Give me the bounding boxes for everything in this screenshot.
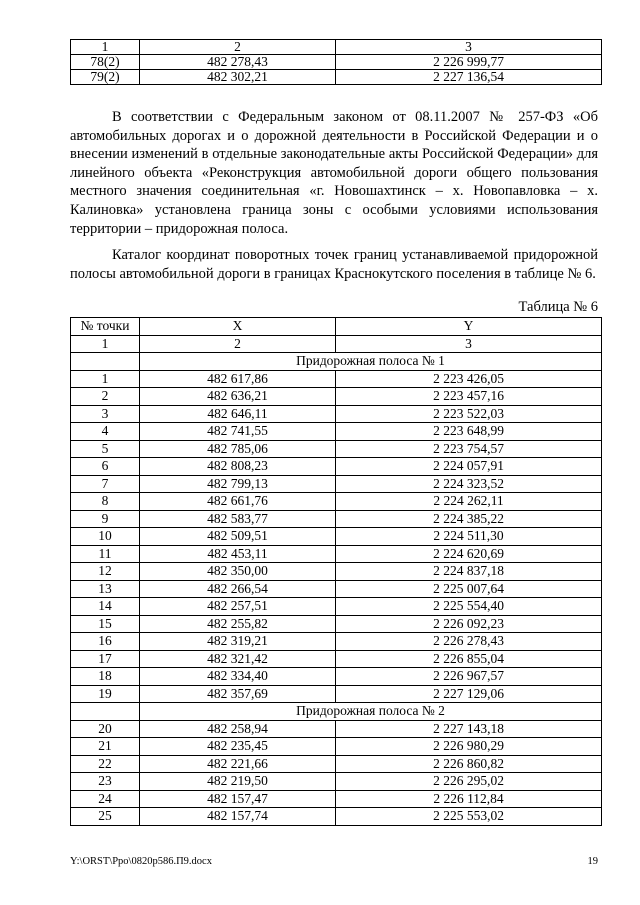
table-cell: 482 799,13 [140, 475, 336, 493]
table-row [71, 70, 602, 85]
column-header-point: № точки [71, 318, 140, 336]
table-cell: 10 [71, 528, 140, 546]
column-numbering-row [71, 335, 602, 353]
table-cell: 482 808,23 [140, 458, 336, 476]
table-cell: 18 [71, 668, 140, 686]
table-cell: 2 224 385,22 [336, 510, 602, 528]
table-cell: 482 661,76 [140, 493, 336, 511]
table-cell: 78(2) [71, 55, 140, 70]
table-cell: 482 221,66 [140, 755, 336, 773]
table-cell: 482 646,11 [140, 405, 336, 423]
table-cell: 13 [71, 580, 140, 598]
table-cell: 2 224 323,52 [336, 475, 602, 493]
table-cell: 25 [71, 808, 140, 826]
section-title: Придорожная полоса № 1 [140, 353, 602, 371]
table-cell: 482 219,50 [140, 773, 336, 791]
table-cell: 7 [71, 475, 140, 493]
table-cell: 482 302,21 [140, 70, 336, 85]
table-cell: 2 224 837,18 [336, 563, 602, 581]
table-cell: 12 [71, 563, 140, 581]
table-row [71, 423, 602, 441]
table-cell: 482 453,11 [140, 545, 336, 563]
table-row [71, 475, 602, 493]
table-row [71, 738, 602, 756]
table-cell: 2 [71, 388, 140, 406]
table-header-row [71, 40, 602, 55]
table-row [71, 685, 602, 703]
table-cell: 8 [71, 493, 140, 511]
numbering-cell: 1 [71, 335, 140, 353]
table-cell [71, 703, 140, 721]
table-cell: 2 226 092,23 [336, 615, 602, 633]
table-cell: 11 [71, 545, 140, 563]
table-cell: 2 226 967,57 [336, 668, 602, 686]
table-cell: 2 224 620,69 [336, 545, 602, 563]
table-row [71, 405, 602, 423]
table-cell: 2 225 007,64 [336, 580, 602, 598]
header-cell: 2 [140, 40, 336, 55]
table-row [71, 773, 602, 791]
table-cell: 15 [71, 615, 140, 633]
table-cell: 2 226 980,29 [336, 738, 602, 756]
section-header-row [71, 703, 602, 721]
table-cell: 482 785,06 [140, 440, 336, 458]
table-cell: 2 225 553,02 [336, 808, 602, 826]
table-row [71, 55, 602, 70]
table-caption: Таблица № 6 [518, 299, 598, 315]
header-cell: 3 [336, 40, 602, 55]
table-row [71, 650, 602, 668]
table-cell: 2 223 457,16 [336, 388, 602, 406]
table-cell: 2 223 648,99 [336, 423, 602, 441]
column-header-x: X [140, 318, 336, 336]
table-cell: 482 266,54 [140, 580, 336, 598]
table-cell: 482 257,51 [140, 598, 336, 616]
law-reference-paragraph [70, 108, 598, 238]
table-row [71, 615, 602, 633]
table-cell: 79(2) [71, 70, 140, 85]
table-cell: 21 [71, 738, 140, 756]
table-cell: 2 225 554,40 [336, 598, 602, 616]
table-cell: 19 [71, 685, 140, 703]
table-row [71, 580, 602, 598]
table-cell: 2 227 136,54 [336, 70, 602, 85]
table-row [71, 790, 602, 808]
table-cell: 482 321,42 [140, 650, 336, 668]
table-cell: 20 [71, 720, 140, 738]
numbering-cell: 3 [336, 335, 602, 353]
table-cell: 2 223 426,05 [336, 370, 602, 388]
table-row [71, 440, 602, 458]
table-cell: 2 223 522,03 [336, 405, 602, 423]
table-row [71, 370, 602, 388]
table-cell: 2 226 999,77 [336, 55, 602, 70]
table-cell: 6 [71, 458, 140, 476]
paragraph-text: Каталог координат поворотных точек границ устанавливаемой придорожной полосы автомобильной дороги в границах Краснокутского поселения в таблице № 6. [70, 247, 598, 282]
section-title: Придорожная полоса № 2 [140, 703, 602, 721]
table-cell: 5 [71, 440, 140, 458]
footer-file-path: Y:\ORST\Ppo\0820p586.П9.docx [70, 856, 212, 867]
table-cell: 2 227 143,18 [336, 720, 602, 738]
table-cell: 2 224 057,91 [336, 458, 602, 476]
column-header-y: Y [336, 318, 602, 336]
table-row [71, 808, 602, 826]
table-row [71, 510, 602, 528]
table-cell: 482 258,94 [140, 720, 336, 738]
table-cell: 482 741,55 [140, 423, 336, 441]
table-cell: 4 [71, 423, 140, 441]
table-row [71, 633, 602, 651]
table-cell: 2 223 754,57 [336, 440, 602, 458]
table-cell: 482 255,82 [140, 615, 336, 633]
section-header-row [71, 353, 602, 371]
table-row [71, 545, 602, 563]
table-row [71, 493, 602, 511]
page-number: 19 [587, 856, 598, 867]
table-cell: 482 617,86 [140, 370, 336, 388]
table-cell: 482 235,45 [140, 738, 336, 756]
table-cell: 23 [71, 773, 140, 791]
table-row [71, 528, 602, 546]
table-cell: 482 583,77 [140, 510, 336, 528]
table-cell: 2 226 278,43 [336, 633, 602, 651]
table-cell: 2 226 112,84 [336, 790, 602, 808]
table-cell: 482 357,69 [140, 685, 336, 703]
table-cell: 3 [71, 405, 140, 423]
table-row [71, 720, 602, 738]
numbering-cell: 2 [140, 335, 336, 353]
table-cell: 482 157,74 [140, 808, 336, 826]
table-row [71, 563, 602, 581]
table-cell: 2 226 295,02 [336, 773, 602, 791]
table-cell: 2 226 855,04 [336, 650, 602, 668]
table-cell: 482 319,21 [140, 633, 336, 651]
catalog-intro-paragraph [70, 246, 598, 283]
header-cell: 1 [71, 40, 140, 55]
table-cell: 1 [71, 370, 140, 388]
table-cell: 17 [71, 650, 140, 668]
table-cell: 2 224 511,30 [336, 528, 602, 546]
table-cell: 14 [71, 598, 140, 616]
table-cell [71, 353, 140, 371]
table-row [71, 598, 602, 616]
table-cell: 482 278,43 [140, 55, 336, 70]
table-cell: 2 227 129,06 [336, 685, 602, 703]
coordinates-table [70, 317, 602, 826]
table-cell: 482 157,47 [140, 790, 336, 808]
table-cell: 9 [71, 510, 140, 528]
table-header-row [71, 318, 602, 336]
table-cell: 24 [71, 790, 140, 808]
table-cell: 482 334,40 [140, 668, 336, 686]
table-cell: 482 509,51 [140, 528, 336, 546]
table-cell: 482 350,00 [140, 563, 336, 581]
paragraph-text: В соответствии с Федеральным законом от 08.11.2007 № 257-ФЗ «Об автомобильных дорогах и о дорожной деятельности в Российской Федерации и о внесении изменений в отдельные законодательные акты Российской Федерации» для линейного объекта «Реконструкция автомобильной дороги общего пользования местного значения соединительная «г. Новошахтинск – х. Новопавловка – х. Калиновка» установлена граница зоны с особыми условиями использования территории – придорожная полоса. [70, 109, 598, 237]
table-cell: 22 [71, 755, 140, 773]
table-row [71, 388, 602, 406]
table-row [71, 458, 602, 476]
table-row [71, 755, 602, 773]
table-cell: 2 226 860,82 [336, 755, 602, 773]
table-row [71, 668, 602, 686]
table-cell: 482 636,21 [140, 388, 336, 406]
table-cell: 2 224 262,11 [336, 493, 602, 511]
continued-coordinates-table [70, 39, 602, 85]
table-cell: 16 [71, 633, 140, 651]
